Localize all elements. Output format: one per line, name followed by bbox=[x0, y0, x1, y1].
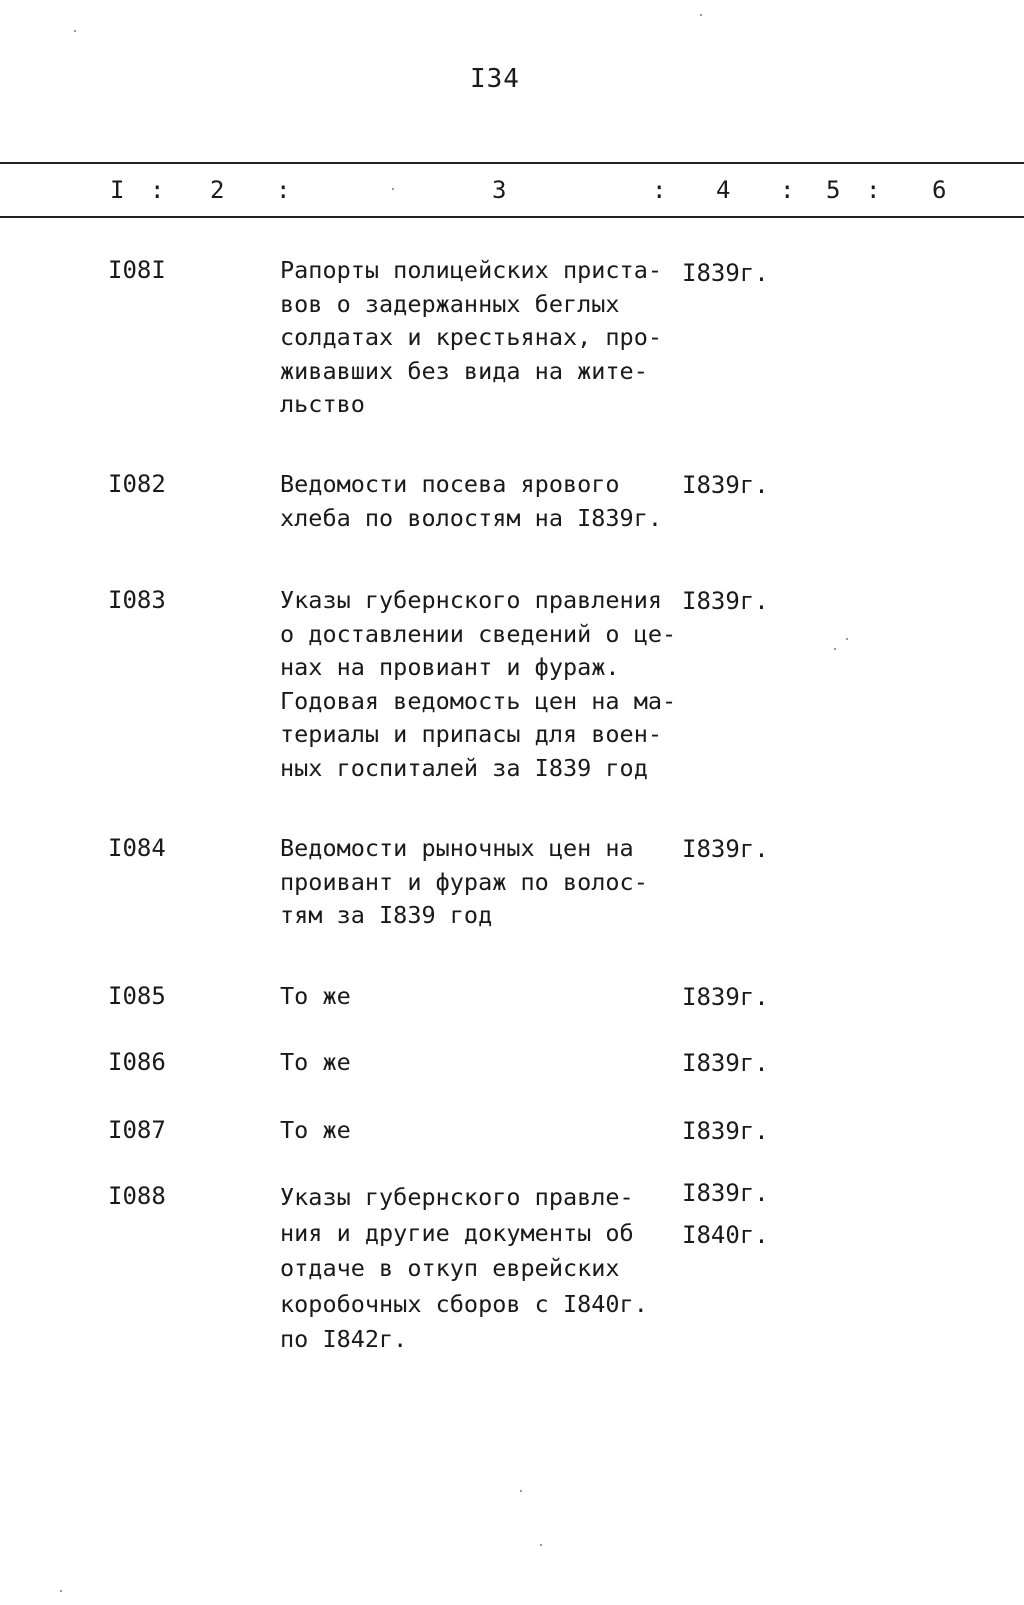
description-line: хлеба по волостям на I839г. bbox=[280, 503, 663, 532]
date-line: I839г. bbox=[682, 1179, 769, 1207]
description-line: живавших без вида на жите- bbox=[280, 356, 648, 385]
column-header-4: 4 bbox=[716, 176, 731, 204]
description-line: льство bbox=[280, 390, 365, 418]
header-top-rule bbox=[0, 162, 1024, 164]
scan-speck bbox=[834, 648, 836, 650]
column-separator: : bbox=[780, 176, 795, 204]
scan-speck bbox=[540, 1544, 542, 1546]
description-line: по I842г. bbox=[280, 1325, 408, 1353]
entry-date bbox=[682, 978, 769, 1016]
description-line: Рапорты полицейских приста- bbox=[280, 256, 663, 284]
entry-date bbox=[682, 1044, 769, 1082]
column-header-1: I bbox=[110, 176, 125, 204]
scan-speck bbox=[392, 188, 394, 190]
entry-date bbox=[682, 466, 769, 504]
page-number: I34 bbox=[470, 64, 520, 94]
date-line: I839г. bbox=[682, 835, 769, 863]
description-line: Ведомости рыночных цен на bbox=[280, 834, 634, 862]
description-line: То же bbox=[280, 982, 351, 1010]
description-line: нах на провиант и фураж. bbox=[280, 653, 620, 681]
entry-date bbox=[682, 254, 769, 292]
date-line: I840г. bbox=[682, 1221, 769, 1249]
entry-number: I087 bbox=[108, 1116, 166, 1144]
description-line: тям за I839 год bbox=[280, 901, 493, 929]
entry-description bbox=[280, 832, 648, 933]
entry-description bbox=[280, 468, 662, 535]
scan-speck bbox=[60, 1590, 62, 1592]
entry-date bbox=[682, 1172, 769, 1256]
entry-date bbox=[682, 582, 769, 620]
entry-description bbox=[280, 1180, 648, 1358]
column-separator: : bbox=[276, 176, 291, 204]
entry-date bbox=[682, 1112, 769, 1150]
description-line: териалы и припасы для воен- bbox=[280, 720, 663, 748]
date-line: I839г. bbox=[682, 259, 769, 287]
description-line: отдаче в откуп еврейских bbox=[280, 1254, 620, 1282]
scan-speck bbox=[846, 638, 848, 640]
description-line: Годовая ведомость цен на ма- bbox=[280, 686, 677, 715]
column-separator: : bbox=[652, 176, 667, 204]
entry-description bbox=[280, 980, 351, 1014]
entry-number: I084 bbox=[108, 834, 166, 862]
entry-description bbox=[280, 584, 676, 785]
entry-number: I08I bbox=[108, 256, 166, 284]
column-header-5: 5 bbox=[826, 176, 841, 204]
column-header-3: 3 bbox=[492, 176, 507, 204]
column-separator: : bbox=[866, 176, 881, 204]
entry-number: I083 bbox=[108, 586, 166, 614]
description-line: о доставлении сведений о це- bbox=[280, 619, 677, 648]
entry-description bbox=[280, 1114, 351, 1148]
scan-speck bbox=[700, 14, 702, 16]
description-line: солдатах и крестьянах, про- bbox=[280, 323, 663, 351]
description-line: Ведомости посева ярового bbox=[280, 470, 620, 498]
header-bottom-rule bbox=[0, 216, 1024, 218]
description-line: То же bbox=[280, 1048, 351, 1076]
description-line: ния и другие документы об bbox=[280, 1218, 634, 1247]
entry-number: I086 bbox=[108, 1048, 166, 1076]
description-line: вов о задержанных беглых bbox=[280, 289, 620, 318]
date-line: I839г. bbox=[682, 983, 769, 1011]
description-line: Указы губернского правле- bbox=[280, 1183, 634, 1211]
entry-number: I088 bbox=[108, 1182, 166, 1210]
entry-number: I085 bbox=[108, 982, 166, 1010]
date-line: I839г. bbox=[682, 1049, 769, 1077]
column-header-2: 2 bbox=[210, 176, 225, 204]
date-line: I839г. bbox=[682, 1117, 769, 1145]
scan-speck bbox=[520, 1490, 522, 1492]
scan-speck bbox=[74, 30, 76, 32]
date-line: I839г. bbox=[682, 587, 769, 615]
description-line: проивант и фураж по волос- bbox=[280, 867, 648, 896]
description-line: То же bbox=[280, 1116, 351, 1144]
description-line: Указы губернского правления bbox=[280, 586, 663, 614]
description-line: коробочных сборов с I840г. bbox=[280, 1289, 648, 1318]
entry-date bbox=[682, 830, 769, 868]
entry-number: I082 bbox=[108, 470, 166, 498]
date-line: I839г. bbox=[682, 471, 769, 499]
column-separator: : bbox=[150, 176, 165, 204]
entry-description bbox=[280, 1046, 351, 1080]
description-line: ных госпиталей за I839 год bbox=[280, 753, 648, 782]
column-header-6: 6 bbox=[932, 176, 947, 204]
entry-description bbox=[280, 254, 662, 422]
